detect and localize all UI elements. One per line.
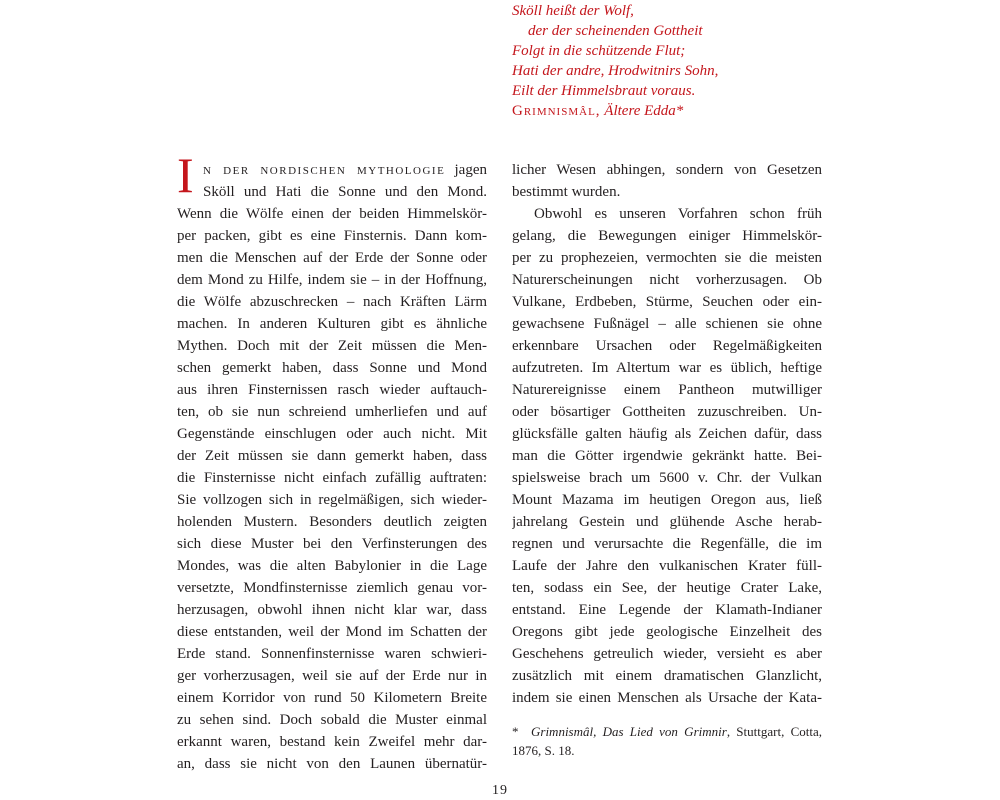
right-column [512,159,822,709]
footnote-rest: , Stuttgart, Cotta, 1876, S. 18. [512,724,822,758]
text-line: Wenn die Wölfe einen der beiden Himmelskör- [177,206,487,222]
text-line: Sköll und Hati die Sonne und den Mond. [203,184,487,200]
text-line: erkennbare Ursachen oder Regelmäßigkeiten [512,338,822,354]
text-line: jahrelang Gestein und glühende Asche herab- [512,514,822,530]
text-line: die Finsternisse nicht einfach zufällig auftraten: [177,470,487,486]
text-line: Mythen. Doch mit der Zeit müssen die Men- [177,338,487,354]
text-line: erkannt waren, bestand kein Zweifel mehr dar- [177,734,487,750]
text-line: aufzutreten. Im Altertum war es üblich, heftige [512,360,822,376]
text-line: per packen, gibt es eine Finsternis. Dann kom- [177,228,487,244]
text-line: Laufe der Jahre den vulkanischen Krater füll- [512,558,822,574]
epigraph [512,1,912,121]
page-number: 19 [492,783,508,798]
text-line: Gegenstände einschlugen oder auch nicht. Mit [177,426,487,442]
text-line: ger vorherzusagen, weil sie auf der Erde nur in [177,668,487,684]
epigraph-line: Hati der andre, Hrodwitnirs Sohn, [512,63,719,79]
text-line: gelang, die Bewegungen einiger Himmelskör- [512,228,822,244]
text-line: entstand. Eine Legende der Klamath-Indianer [512,602,822,618]
footnote-marker: * [512,724,519,739]
footnote [512,722,822,760]
text-line: Naturerscheinungen nicht vorherzusagen. Ob [512,272,822,288]
footnote-title: Grimnismâl, Das Lied von Grimnir [531,724,727,739]
text-line: holenden Mustern. Besonders deutlich zeigten [177,514,487,530]
text-line: Geschehens getreulich wieder, versieht es aber [512,646,822,662]
epigraph-line: der der scheinenden Gottheit [528,23,703,39]
text-line: bestimmt wurden. [512,184,621,200]
text-line: die Wölfe abzuschrecken – nach Kräften Lärm [177,294,487,310]
text-line: Obwohl es unseren Vorfahren schon früh [534,206,822,222]
text-line: ten, ob sie nun schreiend umherliefen und auf [177,404,487,420]
text-line: regnen und verursachte die Regenfälle, die im [512,536,822,552]
text-line: dem Mond zu Hilfe, indem sie – in der Hoffnung, [177,272,487,288]
epigraph-source [512,101,912,121]
text-line: ten, sodass ein See, der heutige Crater Lake, [512,580,822,596]
text-line: gewachsene Fußnägel – alle schienen sie ohne [512,316,822,332]
text-line: versetzte, Mondfinsternisse ziemlich genau vor- [177,580,487,596]
text-line: zu sehen sind. Doch sobald die Muster einmal [177,712,487,728]
text-line: licher Wesen abhingen, sondern von Gesetzen [512,162,822,178]
text-line: jagen [445,162,487,178]
left-column [177,159,487,775]
text-line: aus ihren Finsternissen rasch wieder auftauch- [177,382,487,398]
text-line: Erde stand. Sonnenfinsternisse waren schwieri- [177,646,487,662]
text-line: Vulkane, Erdbeben, Stürme, Seuchen oder ein- [512,294,822,310]
drop-cap: I [177,147,194,203]
text-line: Oregons gibt jede geologische Einzelheit des [512,624,822,640]
text-line: Mount Mazama im heutigen Oregon aus, ließ [512,492,822,508]
text-line: Naturereignisse einem Pantheon mutwilliger [512,382,822,398]
text-line: zusätzlich mit einem dramatischen Glanzlicht, [512,668,822,684]
text-line: men die Menschen auf der Erde der Sonne oder [177,250,487,266]
epigraph-line: Eilt der Himmelsbraut voraus. [512,83,696,99]
opening-smallcaps: n der nordischen mythologie [203,162,446,178]
epigraph-line: Sköll heißt der Wolf, [512,3,634,19]
text-line: herzusagen, obwohl ihnen nicht klar war, dass [177,602,487,618]
text-line: machen. In anderen Kulturen gibt es ähnliche [177,316,487,332]
text-line: Mondes, was die alten Babylonier in die Lage [177,558,487,574]
text-line: man die Götter irgendwie gekränkt hatte. Bei- [512,448,822,464]
text-line: sich diese Muster bei den Verfinsterungen des [177,536,487,552]
epigraph-line: Folgt in die schützende Flut; [512,43,686,59]
text-line: einem Korridor von rund 50 Kilometern Breite [177,690,487,706]
text-line: Sie vollzogen sich in regelmäßigen, sich wieder- [177,492,487,508]
text-line: oder bösartiger Gottheiten zuzuschreiben. Un- [512,404,822,420]
text-line: schen gemerkt haben, dass Sonne und Mond [177,360,487,376]
text-line: indem sie einen Menschen als Ursache der Kata- [512,690,822,706]
opening-line [177,159,487,181]
epigraph-source-name: Grimnismâl, [512,103,601,119]
text-line: glücksfälle galten häufig als Zeichen dafür, dass [512,426,822,442]
text-line: diese entstanden, weil der Mond im Schatten der [177,624,487,640]
text-line: per zu prophezeien, vermochten sie die meisten [512,250,822,266]
text-line: der Zeit müssen sie dann gemerkt haben, dass [177,448,487,464]
text-line: an, dass sie nicht von den Launen übernatür- [177,756,487,772]
text-line: spielsweise brach um 5600 v. Chr. der Vulkan [512,470,822,486]
epigraph-source-work: Ältere Edda* [604,103,684,119]
